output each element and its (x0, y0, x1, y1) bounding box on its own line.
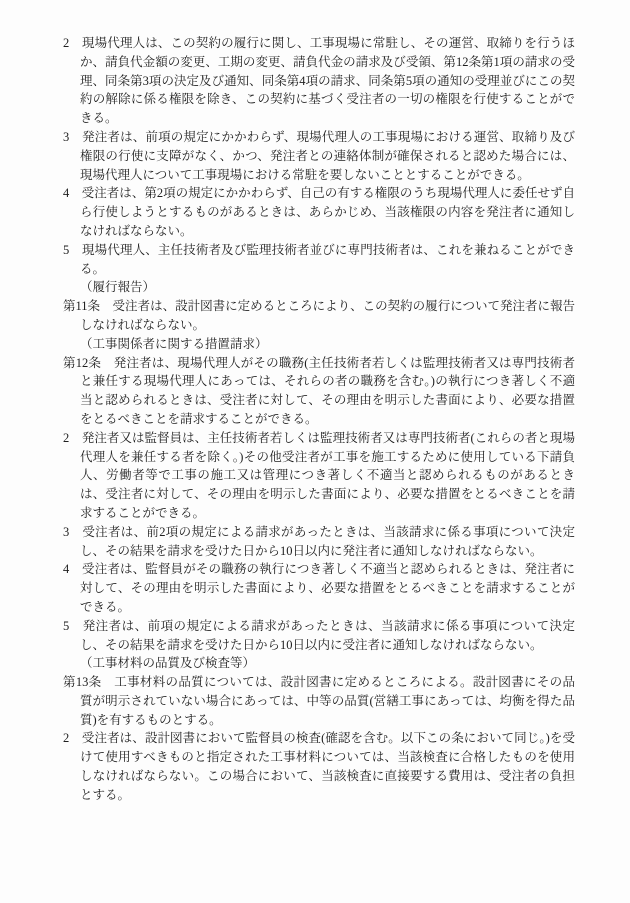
article-clause: 第11条 受注者は、設計図書に定めるところにより、この契約の履行について発注者に報告しなければならない。 (63, 299, 575, 332)
clause-item: 4 受注者は、監督員がその職務の執行につき著しく不適当と認められるときは、発注者に対して、その理由を明示した書面により、必要な措置をとるべきことを請求することができる。 (63, 562, 575, 614)
clause-item: 5 発注者は、前項の規定による請求があったときは、当該請求に係る事項について決定し、その結果を請求を受けた日から10日以内に受注者に通知しなければならない。 (63, 618, 575, 652)
clause-item: 3 発注者は、前項の規定にかかわらず、現場代理人の工事現場における運営、取締り及び権限の行使に支障がなく、かつ、発注者との連絡体制が確保されると認めた場合には、現場代理人について工事現場における常駐を要しないこととすることができる。 (63, 129, 575, 182)
article-clause: 第12条 発注者は、現場代理人がその職務(主任技術者若しくは監理技術者又は専門技術者と兼任する現場代理人にあっては、それらの者の職務を含む。)の執行につき著しく不適当と認められるときは、受注者に対して、その理由を明示した書面により、必要な措置をとるべきことを請求することができる。 (63, 355, 575, 426)
article-caption: （履行報告） (80, 280, 156, 295)
article-caption: （工事関係者に関する措置請求） (80, 336, 268, 351)
article-caption: （工事材料の品質及び検査等） (80, 656, 256, 671)
clause-item: 3 受注者は、前2項の規定による請求があったときは、当該請求に係る事項について決定し、その結果を請求を受けた日から10日以内に発注者に通知しなければならない。 (63, 524, 575, 558)
clause-item: 2 発注者又は監督員は、主任技術者若しくは監理技術者又は専門技術者(これらの者と現場代理人を兼任する者を除く。)その他受注者が工事を施工するために使用している下請負人、労働者等で工事の施工又は管理につき著しく不適当と認められるものがあるときは、受注者に対して、その理由を明示した書面により、必要な措置をとるべきことを請求することができる。 (63, 430, 575, 520)
clause-item: 4 受注者は、第2項の規定にかかわらず、自己の有する権限のうち現場代理人に委任せず自ら行使しようとするものがあるときは、あらかじめ、当該権限の内容を発注者に通知しなければならない。 (63, 186, 575, 238)
clause-item: 5 現場代理人、主任技術者及び監理技術者並びに専門技術者は、これを兼ねることができる。 (63, 242, 575, 276)
clause-item: 2 現場代理人は、この契約の履行に関し、工事現場に常駐し、その運営、取締りを行うほか、請負代金額の変更、工期の変更、請負代金の請求及び受領、第12条第1項の請求の受理、同条第3項の決定及び通知、同条第4項の請求、同条第5項の通知の受理並びにこの契約の解除に係る権限を除き、この契約に基づく受注者の一切の権限を行使することができる。 (63, 36, 575, 126)
clause-item: 2 受注者は、設計図書において監督員の検査(確認を含む。以下この条において同じ。)を受けて使用すべきものと指定された工事材料については、当該検査に合格したものを使用しなければならない。この場合において、当該検査に直接要する費用は、受注者の負担とする。 (63, 731, 575, 802)
document-body (63, 34, 575, 805)
article-clause: 第13条 工事材料の品質については、設計図書に定めるところによる。設計図書にその品質が明示されていない場合にあっては、中等の品質(営繕工事にあっては、均衡を得た品質)を有するものとする。 (63, 675, 575, 727)
